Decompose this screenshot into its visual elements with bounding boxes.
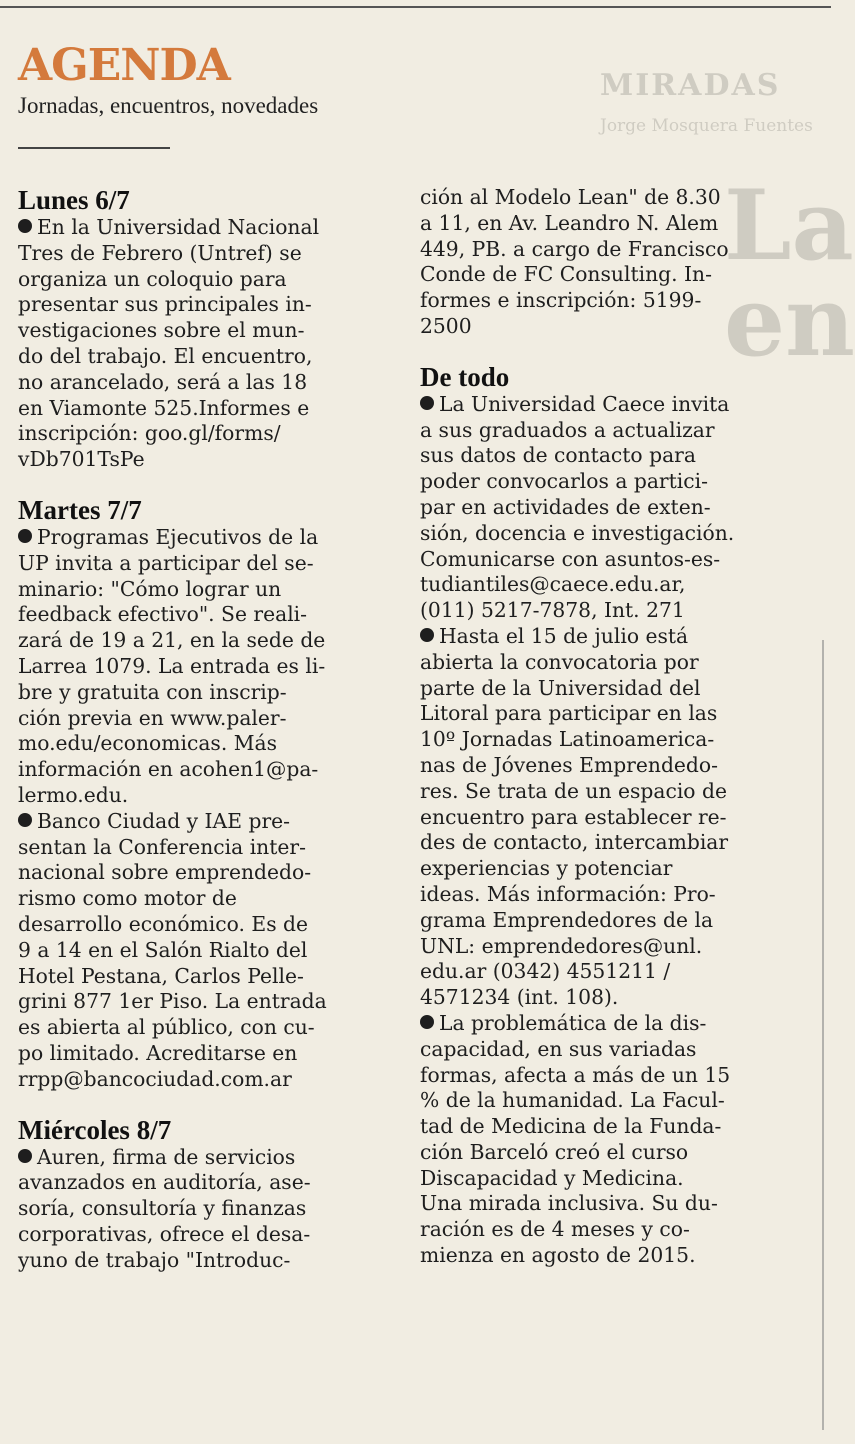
- entry-martes-2: [18, 809, 368, 1093]
- bullet-icon: [18, 813, 32, 827]
- page-edge-rule: [822, 640, 824, 1430]
- bullet-icon: [18, 1149, 32, 1163]
- agenda-title: AGENDA: [18, 40, 230, 91]
- top-rule: [0, 6, 831, 8]
- heading-lunes: Lunes 6/7: [18, 185, 130, 215]
- section-gap: [18, 1093, 368, 1115]
- heading-de-todo: De todo: [420, 361, 510, 392]
- right-column: [420, 185, 780, 1269]
- background-section-title: MIRADAS: [600, 68, 781, 103]
- entry-text: Auren, firma de servicios avanzados en auditoría, ase- soría, consultoría y finanzas corporativas, ofrece el desa- yuno de trabajo "Introduc-: [18, 1144, 311, 1272]
- entry-lunes-1: [18, 215, 368, 473]
- entry-text: La problemática de la dis- capacidad, en sus variadas formas, afecta a más de un 15 % de la humanidad. La Facul- tad de Medicina de la Funda- ción Barceló creó el curso Discapacidad y Medicina. Una mirada inclusiva. Su du- ración es de 4 meses y co- mienza en agosto de 2015.: [420, 1010, 731, 1268]
- bullet-icon: [18, 529, 32, 543]
- entry-text: En la Universidad Nacional Tres de Febrero (Untref) se organiza un coloquio para presentar sus principales in- vestigaciones sobre el mun- do del trabajo. El encuentro, no arancelado, será a las 18 en Viamonte 525.Informes e inscripción: goo.gl/forms/ vDb701TsPe: [18, 215, 320, 472]
- header-rule: [18, 147, 170, 149]
- section-gap: [420, 340, 780, 362]
- entry-text: La Universidad Caece invita a sus graduados a actualizar sus datos de contacto para poder convocarlos a partici- par en actividades de exten- sión, docencia e investigación. Comunicarse con asuntos-es- tudiantiles@caece.edu.ar, (011) 5217-7878, Int. 271: [420, 391, 735, 623]
- bullet-icon: [420, 396, 434, 410]
- entry-text: Programas Ejecutivos de la UP invita a participar del se- minario: "Cómo lograr un feedback efectivo". Se reali- zará de 19 a 21, en la sede de Larrea 1079. La entrada es li- bre y gratuita con inscrip- ción previa en www.paler- mo.edu/economicas. Más información en acohen1@pa- lermo.edu.: [18, 524, 326, 807]
- left-column: [18, 185, 368, 1273]
- bullet-icon: [420, 628, 434, 642]
- entry-miercoles-1: [18, 1145, 368, 1274]
- background-byline: Jorge Mosquera Fuentes: [600, 116, 813, 136]
- entry-text: Hasta el 15 de julio está abierta la convocatoria por parte de la Universidad del Litoral para participar en las 10º Jornadas Latinoamerica- nas de Jóvenes Emprendedo- res. Se trata de un espacio de encuentro para establecer re- des de contacto, intercambiar experiencias y potenciar ideas. Más información: Pro- grama Emprendedores de la UNL: emprendedores@unl. edu.ar (0342) 4551211 / 4571234 (int. 108).: [420, 623, 729, 1010]
- agenda-subtitle: Jornadas, encuentros, novedades: [18, 93, 319, 118]
- entry-de-todo-3: [420, 1011, 780, 1269]
- section-gap: [18, 473, 368, 495]
- heading-martes: Martes 7/7: [18, 494, 142, 525]
- entry-continuation: ción al Modelo Lean" de 8.30 a 11, en Av. Leandro N. Alem 449, PB. a cargo de Francisco Conde de FC Consulting. In- formes e inscripción: 5199- 2500: [420, 185, 729, 338]
- entry-de-todo-1: [420, 392, 780, 624]
- entry-martes-1: [18, 525, 368, 809]
- entry-de-todo-2: [420, 624, 780, 1011]
- agenda-header: [18, 40, 318, 120]
- entry-text: Banco Ciudad y IAE pre- sentan la Conferencia inter- nacional sobre emprendedo- rismo como motor de desarrollo económico. Es de 9 a 14 en el Salón Rialto del Hotel Pestana, Carlos Pelle- grini 877 1er Piso. La entrada es abierta al público, con cu- po limitado. Acreditarse en rrpp@bancociudad.com.ar: [18, 808, 327, 1091]
- bullet-icon: [18, 219, 32, 233]
- heading-miercoles: Miércoles 8/7: [18, 1114, 172, 1145]
- bullet-icon: [420, 1015, 434, 1029]
- background-headline: La en: [724, 169, 855, 378]
